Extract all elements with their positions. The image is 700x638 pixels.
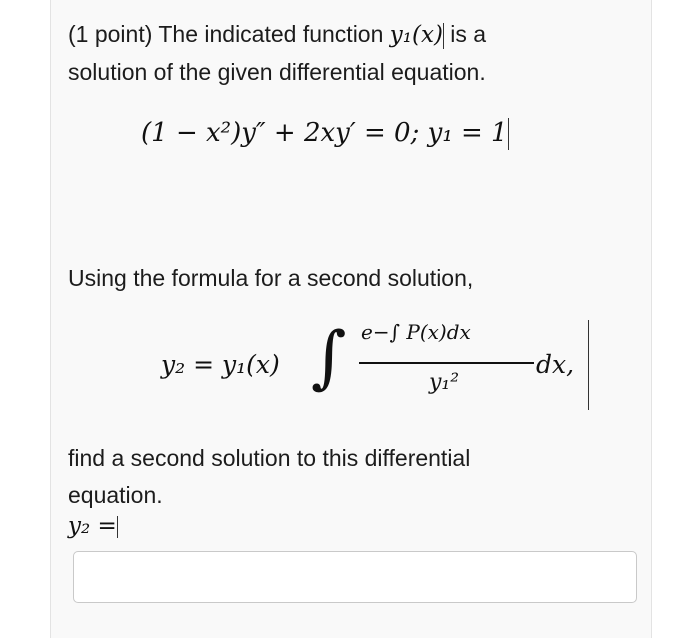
intro-line-2: solution of the given differential equation. <box>68 59 486 85</box>
intro-prefix: (1 point) The indicated function <box>68 21 390 47</box>
differential-equation <box>141 118 509 150</box>
answer-label <box>68 513 118 539</box>
intro-suffix: is a <box>443 21 487 47</box>
using-formula-text <box>68 260 473 297</box>
problem-card <box>50 0 652 638</box>
second-solution-formula <box>161 320 591 420</box>
intro-function-math: y₁(x) <box>389 22 443 48</box>
equation-lhs: (1 − x²)y″ + 2xy′ = 0; <box>141 118 420 148</box>
formula-denominator: y₁² <box>429 370 460 395</box>
find-solution-text <box>68 440 470 514</box>
find-line-2: equation. <box>68 482 163 508</box>
math-cursor <box>588 320 589 410</box>
integral-sign: ∫ <box>311 318 347 397</box>
using-formula-label: Using the formula for a second solution, <box>68 265 474 291</box>
answer-input[interactable] <box>73 551 637 603</box>
math-cursor <box>117 516 118 538</box>
equation-y1: y₁ = 1 <box>427 118 508 148</box>
fraction-bar <box>359 362 534 364</box>
formula-dx: dx, <box>536 350 575 379</box>
formula-lhs: y₂ = y₁(x) <box>161 350 280 379</box>
formula-numerator: e−∫ P(x)dx <box>361 320 471 344</box>
math-cursor <box>508 118 509 150</box>
find-line-1: find a second solution to this differential <box>68 445 471 471</box>
problem-intro <box>68 16 486 91</box>
answer-label-text: y₂ = <box>68 513 117 539</box>
